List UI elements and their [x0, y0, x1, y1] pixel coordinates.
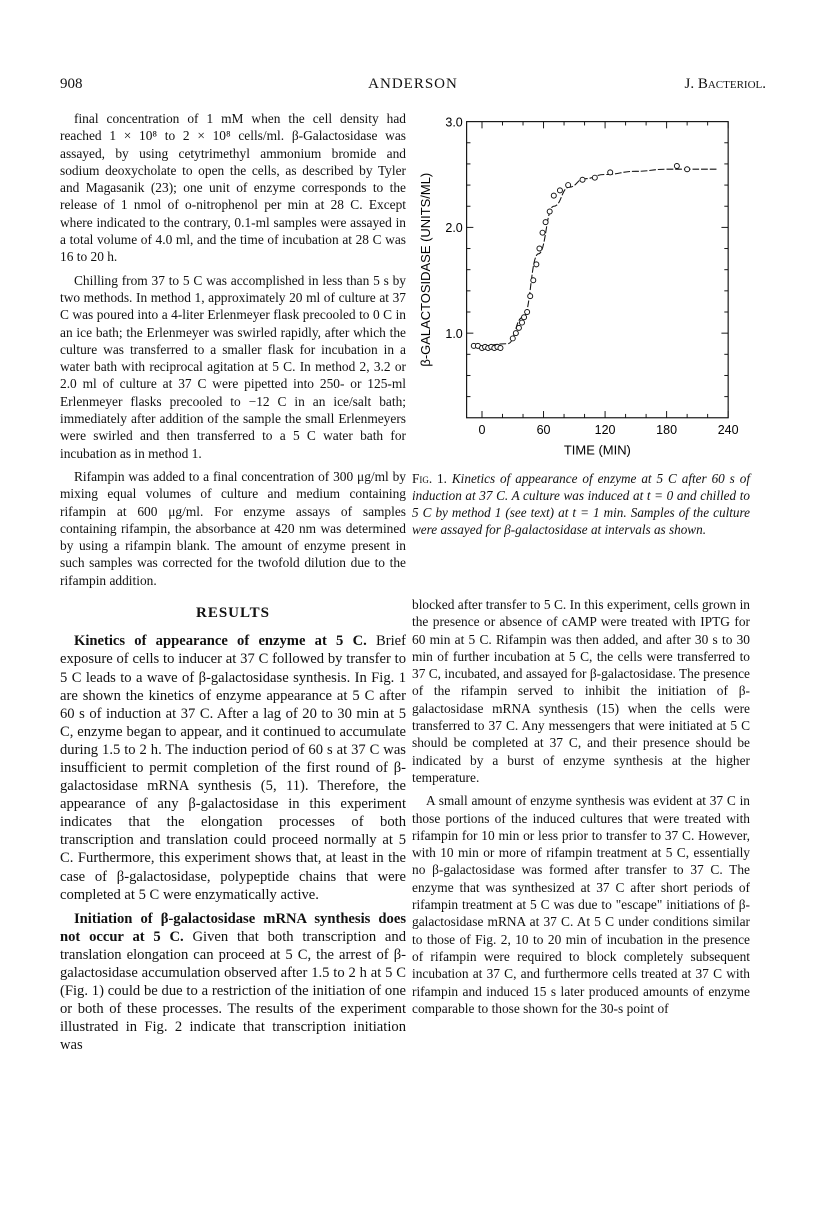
right-paragraph-2: A small amount of enzyme synthesis was evident at 37 C in those portions of the induced cultures that were treated with rifampin for 10 min or less prior to transfer to 37 C. However, with 10 min or more of rifampin treatment at 5 C, essentially no β-galactosidase was formed after transfer to 37 C. The enzyme that was synthesized at 37 C after short periods of rifampin treatment at 5 C was due to "escape" initiations of β-galactosidase mRNA at 37 C. At 5 C under conditions similar to those of Fig. 2, 10 to 20 min of incubation in the presence of rifampin were required to block completely subsequent incubation at 37 C, and furthermore cells treated at 37 C with rifampin and induced 15 s later produced amounts of enzyme comparable to those shown for the 30-s point of	[412, 793, 750, 1016]
data-point	[531, 278, 536, 283]
data-point	[528, 294, 533, 299]
data-point	[534, 262, 539, 267]
left-column	[60, 110, 406, 1054]
data-point	[543, 220, 548, 225]
run-in-heading-initiation: Initiation of β-galactosidase mRNA synthesis does not occur at 5 C.	[60, 910, 406, 945]
chart-ticks	[467, 122, 729, 418]
data-point	[498, 345, 503, 350]
data-point	[557, 188, 562, 193]
methods-paragraph-1: final concentration of 1 mM when the cell density had reached 1 × 10⁸ to 2 × 10⁸ cells/ml. β-Galactosidase was assayed, by using cetytrimethyl ammonium bromide and sodium deoxycholate to open the cells, as described by Tyler and Magasanik (23); one unit of enzyme corresponds to the release of 1 nmol of o-nitrophenol per min at 28 C. Except where indicated to the contrary, 0.1-ml samples were assayed in a total volume of 4.0 ml, and the time of incubation at 28 C was 16 to 20 h.	[60, 111, 406, 265]
data-point	[551, 193, 556, 198]
results-paragraph-2	[60, 910, 406, 1055]
running-author: ANDERSON	[368, 76, 458, 92]
data-point	[608, 170, 613, 175]
data-point	[520, 320, 525, 325]
data-point	[537, 246, 542, 251]
data-point	[510, 336, 515, 341]
data-point	[525, 310, 530, 315]
y-tick-labels	[445, 115, 462, 341]
methods-paragraph-2: Chilling from 37 to 5 C was accomplished in less than 5 s by two methods. In method 1, approximately 20 ml of culture at 37 C was poured into a 4-liter Erlenmeyer flask precooled to 0 C in an ice bath; the Erlenmeyer was swirled rapidly, after which the culture was transferred to a smaller flask for incubation in a water bath with reciprocal agitation at 5 C. In method 2, 3.2 or 2.0 ml of culture at 37 C were pipetted into 250- or 125-ml Erlenmeyer flasks precooled to −12 C in an ice/salt bath; immediately after addition of the sample the small Erlenmeyers were swirled and then transferred to a 5 C water bath for incubation as in method 1.	[60, 272, 406, 461]
x-tick-label: 240	[717, 423, 739, 438]
methods-paragraph-3: Rifampin was added to a final concentration of 300 μg/ml by mixing equal volumes of culture and medium containing rifampin at 600 μg/ml. For enzyme assays of samples containing rifampin, the absorbance at 420 nm was determined by using a rifampin blank. The amount of enzyme present in such samples was corrected for the twofold dilution due to the rifampin addition.	[60, 468, 406, 588]
x-tick-label: 0	[478, 423, 486, 438]
plot-border	[467, 122, 729, 418]
data-point	[580, 177, 585, 182]
figure-1-chart	[412, 112, 752, 462]
kinetics-chart-svg	[412, 112, 752, 462]
caption-text: Kinetics of appearance of enzyme at 5 C after 60 s of induction at 37 C. A culture was induced at t = 0 and chilled to 5 C by method 1 (see text) at t = 1 min. Samples of the culture were assayed for β-galactosidase at intervals as shown.	[412, 471, 751, 537]
x-tick-labels	[479, 423, 739, 437]
results-paragraph-2-text: Given that both transcription and translation elongation can proceed at 5 C, the arrest of β-galactosidase accumulation observed after 1.5 to 2 h at 5 C (Fig. 1) could be due to a restriction of the initiation of one or both of these processes. The results of the experiment illustrated in Fig. 2 indicate that transcription initiation was	[60, 928, 406, 1054]
data-point	[547, 209, 552, 214]
page-number: 908	[60, 76, 83, 92]
x-tick-label: 180	[656, 423, 678, 438]
data-point	[592, 175, 597, 180]
data-point	[674, 164, 679, 169]
results-heading: RESULTS	[196, 605, 270, 622]
fitted-curve	[474, 169, 718, 347]
caption-label: Fig. 1.	[412, 471, 447, 486]
run-in-heading-kinetics: Kinetics of appearance of enzyme at 5 C.	[74, 633, 367, 650]
data-point	[685, 167, 690, 172]
right-column	[412, 596, 750, 1017]
y-axis-label: β-GALACTOSIDASE (UNITS/ML)	[418, 172, 434, 367]
journal-name: J. Bacteriol.	[684, 76, 766, 92]
data-point	[513, 331, 518, 336]
x-tick-label: 120	[594, 423, 616, 438]
data-point	[566, 183, 571, 188]
data-point	[522, 315, 527, 320]
x-tick-label: 60	[536, 423, 551, 438]
y-tick-label: 1.0	[445, 326, 463, 341]
chart-frame	[467, 122, 729, 418]
y-tick-label: 2.0	[445, 221, 463, 236]
results-paragraph-1-text: Brief exposure of cells to inducer at 37 C followed by transfer to 5 C leads to a wave of β-galactosidase synthesis. In Fig. 1 are shown the kinetics of enzyme appearance at 5 C after 60 s of induction at 37 C. After a lag of 20 to 30 min at 5 C, enzyme began to appear, and it continued to accumulate during 1.5 to 2 h. The induction period of 60 s at 37 C was insufficient to permit completion of the first round of β-galactosidase mRNA synthesis (5, 11). Therefore, the appearance of any β-galactosidase in this experiment indicates that the elongation processes of both transcription and translation could proceed normally at 5 C. Furthermore, this experiment shows that, at least in the case of β-galactosidase, polypeptide chains that were completed at 5 C were enzymatically active.	[60, 633, 406, 903]
results-paragraph-1	[60, 632, 406, 903]
y-tick-label: 3.0	[445, 115, 463, 130]
data-points	[471, 164, 689, 351]
data-point	[516, 325, 521, 330]
data-point	[540, 230, 545, 235]
x-axis-label: TIME (MIN)	[563, 442, 631, 458]
figure-1-caption	[412, 470, 750, 538]
right-paragraph-1: blocked after transfer to 5 C. In this experiment, cells grown in the presence or absence of cAMP were treated with IPTG for 60 min at 5 C. Rifampin was then added, and after 30 s to 30 min of further incubation at 5 C, the cells were transferred to 37 C, incubated, and assayed for β-galactosidase. The presence of the rifampin served to inhibit the initiation of β-galactosidase mRNA synthesis (15) when the cells were transferred to 37 C. Any messengers that were initiated at 5 C should be completed at 37 C, and their presence should be indicated by a burst of enzyme synthesis at the higher temperature.	[412, 597, 750, 785]
page-header	[60, 76, 766, 100]
